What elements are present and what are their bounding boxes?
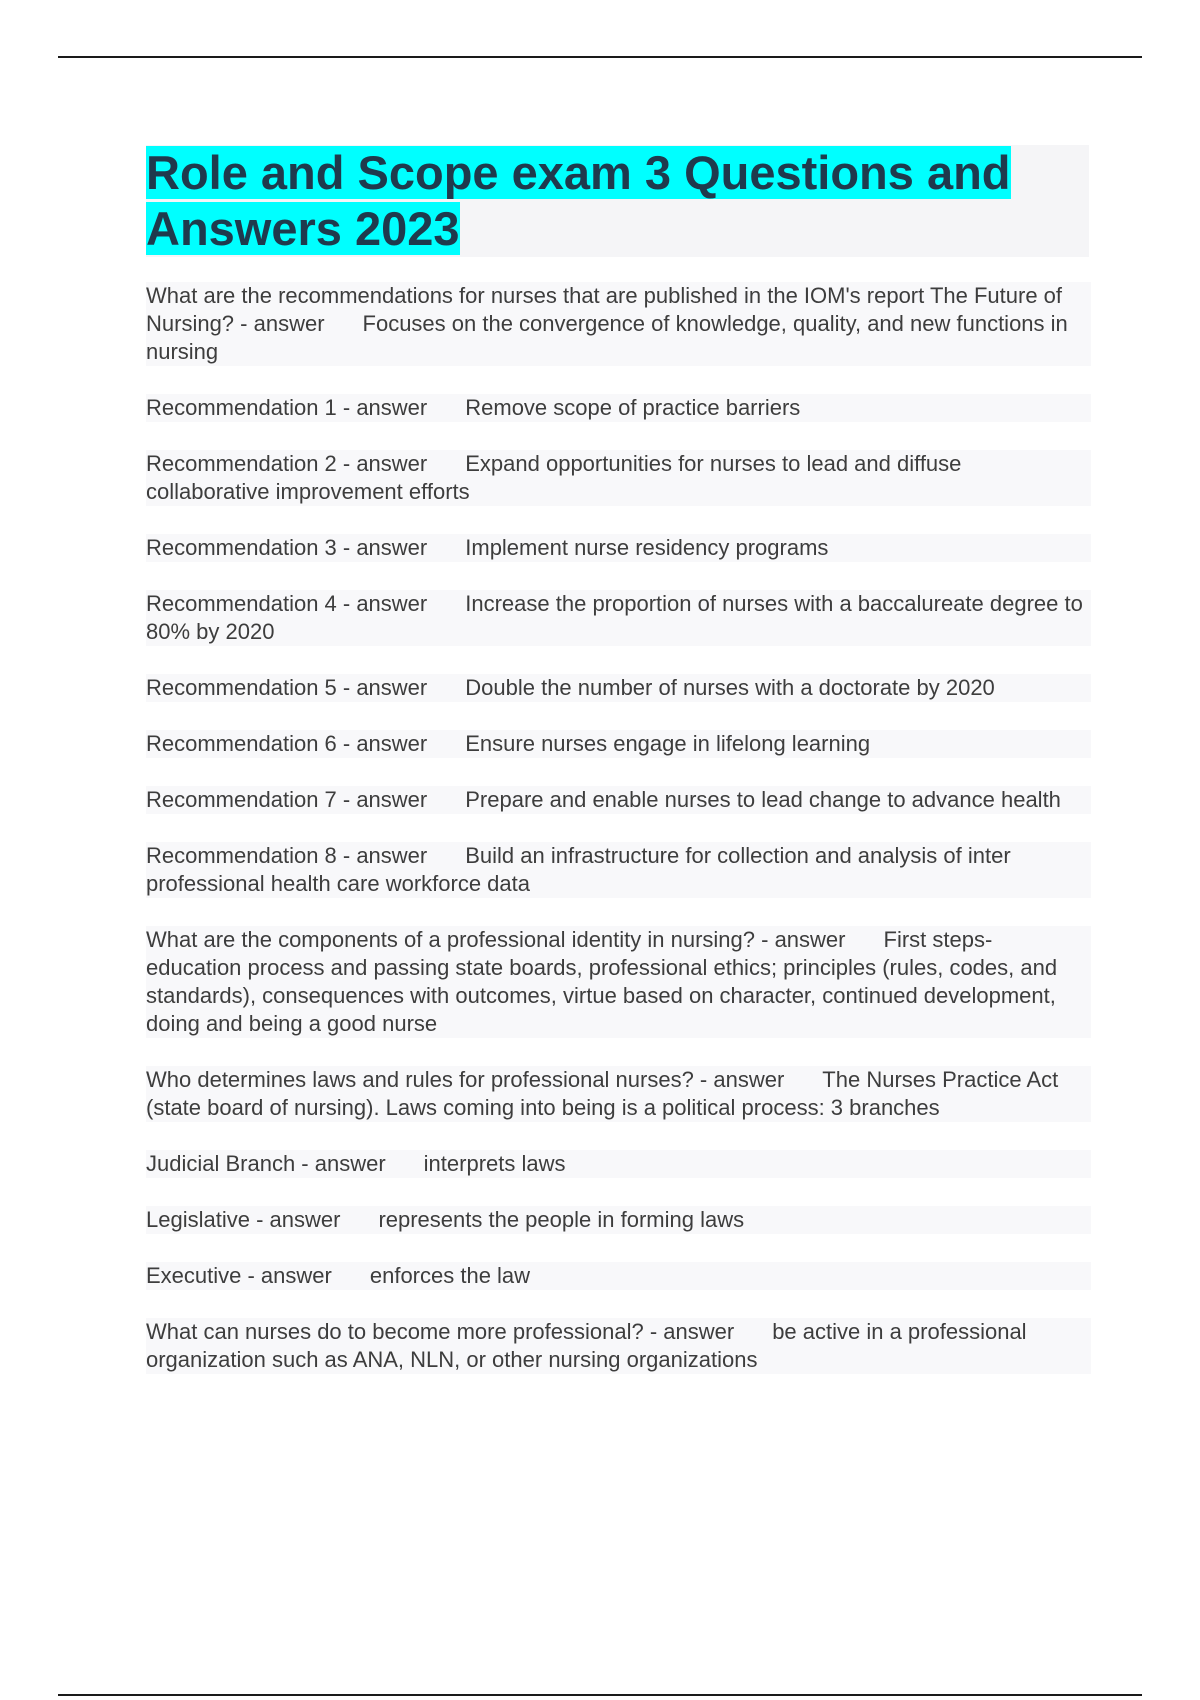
- qa-item: [146, 1066, 1091, 1122]
- question: Recommendation 4 - answer: [146, 591, 428, 616]
- answer: Ensure nurses engage in lifelong learning: [465, 731, 871, 756]
- qa-item: [146, 534, 1091, 562]
- answer: Prepare and enable nurses to lead change to advance health: [465, 787, 1061, 812]
- top-rule: [58, 56, 1142, 58]
- question: Recommendation 7 - answer: [146, 787, 428, 812]
- qa-item: [146, 590, 1091, 646]
- title-block: [146, 145, 1089, 257]
- answer: interprets laws: [423, 1151, 566, 1176]
- answer: Expand opportunities for nurses to lead and diffuse collaborative improvement efforts: [146, 451, 962, 504]
- answer: be active in a professional organization such as ANA, NLN, or other nursing organizations: [146, 1319, 1027, 1372]
- question: What can nurses do to become more professional? - answer: [146, 1319, 735, 1344]
- qa-item: [146, 926, 1091, 1038]
- answer: Increase the proportion of nurses with a baccalureate degree to 80% by 2020: [146, 591, 1083, 644]
- document-title: [146, 145, 1089, 257]
- qa-item: [146, 1318, 1091, 1374]
- question: Legislative - answer: [146, 1207, 341, 1232]
- question: Judicial Branch - answer: [146, 1151, 386, 1176]
- qa-item: [146, 282, 1091, 366]
- qa-item: [146, 730, 1091, 758]
- answer: Remove scope of practice barriers: [465, 395, 801, 420]
- question: Recommendation 6 - answer: [146, 731, 428, 756]
- answer: First steps- education process and passing state boards, professional ethics; principles (rules, codes, and standards), consequences with outcomes, virtue based on character, continued development, doing and being a good nurse: [146, 927, 1058, 1036]
- answer: Double the number of nurses with a doctorate by 2020: [465, 675, 995, 700]
- question: Who determines laws and rules for professional nurses? - answer: [146, 1067, 785, 1092]
- qa-item: [146, 394, 1091, 422]
- answer: Focuses on the convergence of knowledge, quality, and new functions in nursing: [146, 311, 1068, 364]
- question: Recommendation 1 - answer: [146, 395, 428, 420]
- qa-item: [146, 1150, 1091, 1178]
- answer: The Nurses Practice Act (state board of nursing). Laws coming into being is a political process: 3 branches: [146, 1067, 1059, 1120]
- qa-list: [146, 282, 1091, 1402]
- answer: Build an infrastructure for collection and analysis of inter professional health care workforce data: [146, 843, 1011, 896]
- qa-item: [146, 674, 1091, 702]
- question: Recommendation 3 - answer: [146, 535, 428, 560]
- qa-item: [146, 450, 1091, 506]
- qa-item: [146, 1206, 1091, 1234]
- qa-item: [146, 1262, 1091, 1290]
- title-highlight: Role and Scope exam 3 Questions and Answers 2023: [146, 146, 1011, 255]
- bottom-rule: [58, 1694, 1142, 1696]
- question: Recommendation 8 - answer: [146, 843, 428, 868]
- question: What are the components of a professional identity in nursing? - answer: [146, 927, 846, 952]
- question: What are the recommendations for nurses that are published in the IOM's report The Future of Nursing? - answer: [146, 283, 1063, 336]
- question: Executive - answer: [146, 1263, 332, 1288]
- question: Recommendation 2 - answer: [146, 451, 428, 476]
- answer: enforces the law: [369, 1263, 531, 1288]
- question: Recommendation 5 - answer: [146, 675, 428, 700]
- answer: Implement nurse residency programs: [465, 535, 829, 560]
- qa-item: [146, 786, 1091, 814]
- qa-item: [146, 842, 1091, 898]
- answer: represents the people in forming laws: [378, 1207, 745, 1232]
